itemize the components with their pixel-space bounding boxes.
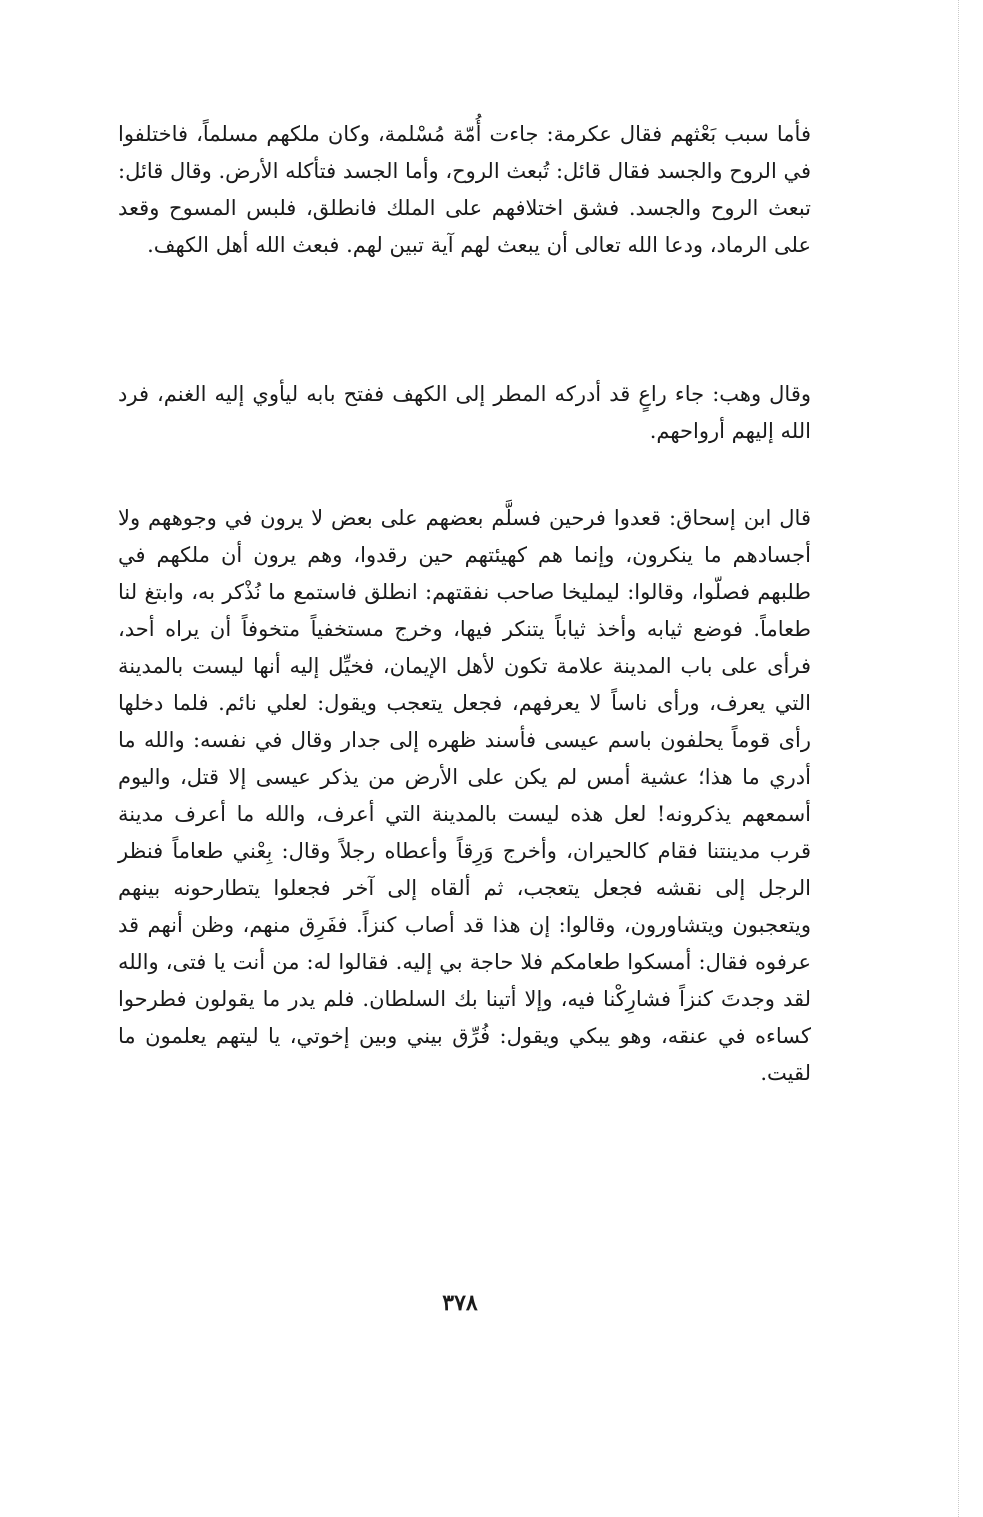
page-number: ٣٧٨ — [442, 1290, 478, 1316]
paragraph-ibn-ishaq: قال ابن إسحاق: قعدوا فرحين فسلَّم بعضهم على بعض لا يرون في وجوههم ولا أجسادهم ما ينكرون، وإنما هم كهيئتهم حين رقدوا، وهم يرون أن ملكهم في طلبهم فصلّوا، وقالوا: ليمليخا صاحب نفقتهم: انطلق فاستمع ما نُذْكر به، وابتغ لنا طعاماً. فوضع ثيابه وأخذ ثياباً يتنكر فيها، وخرج مستخفياً متخوفاً أن يراه أحد، فرأى على باب المدينة علامة تكون لأهل الإيمان، فخيِّل إليه أنها ليست بالمدينة التي يعرف، ورأى ناساً لا يعرفهم، فجعل يتعجب ويقول: لعلي نائم. فلما دخلها رأى قوماً يحلفون باسم عيسى فأسند ظهره إلى جدار وقال في نفسه: والله ما أدري ما هذا؛ عشية أمس لم يكن على الأرض من يذكر عيسى إلا قتل، واليوم أسمعهم يذكرونه! لعل هذه ليست بالمدينة التي أعرف، والله ما أعرف مدينة قرب مدينتنا فقام كالحيران، وأخرج وَرِقاً وأعطاه رجلاً وقال: بِعْني طعاماً فنظر الرجل إلى نقشه فجعل يتعجب، ثم ألقاه إلى آخر فجعلوا يتطارحونه بينهم ويتعجبون ويتشاورون، وقالوا: إن هذا قد أصاب كنزاً. ففَرِق منهم، وظن أنهم قد عرفوه فقال: أمسكوا طعامكم فلا حاجة بي إليه. فقالوا له: من أنت يا فتى، والله لقد وجدتَ كنزاً فشارِكْنا فيه، وإلا أتينا بك السلطان. فلم يدر ما يقولون فطرحوا كساءه في عنقه، وهو يبكي ويقول: فُرِّق بيني وبين إخوتي، يا ليتهم يعلمون ما لقيت. — [118, 506, 811, 1085]
scan-edge-divider — [957, 0, 959, 1517]
paragraph-ikrimah: فأما سبب بَعْثهم فقال عكرمة: جاءت أُمّة مُسْلمة، وكان ملكهم مسلماً، فاختلفوا في الروح والجسد فقال قائل: تُبعث الروح، وأما الجسد فتأكله الأرض. وقال قائل: تبعث الروح والجسد. فشق اختلافهم على الملك فانطلق، فلبس المسوح وقعد على الرماد، ودعا الله تعالى أن يبعث لهم آية تبين لهم. فبعث الله أهل الكهف. — [118, 122, 811, 257]
paragraph-wahb: وقال وهب: جاء راعٍ قد أدركه المطر إلى الكهف ففتح بابه ليأوي إليه الغنم، فرد الله إليهم أرواحهم. — [118, 382, 811, 443]
